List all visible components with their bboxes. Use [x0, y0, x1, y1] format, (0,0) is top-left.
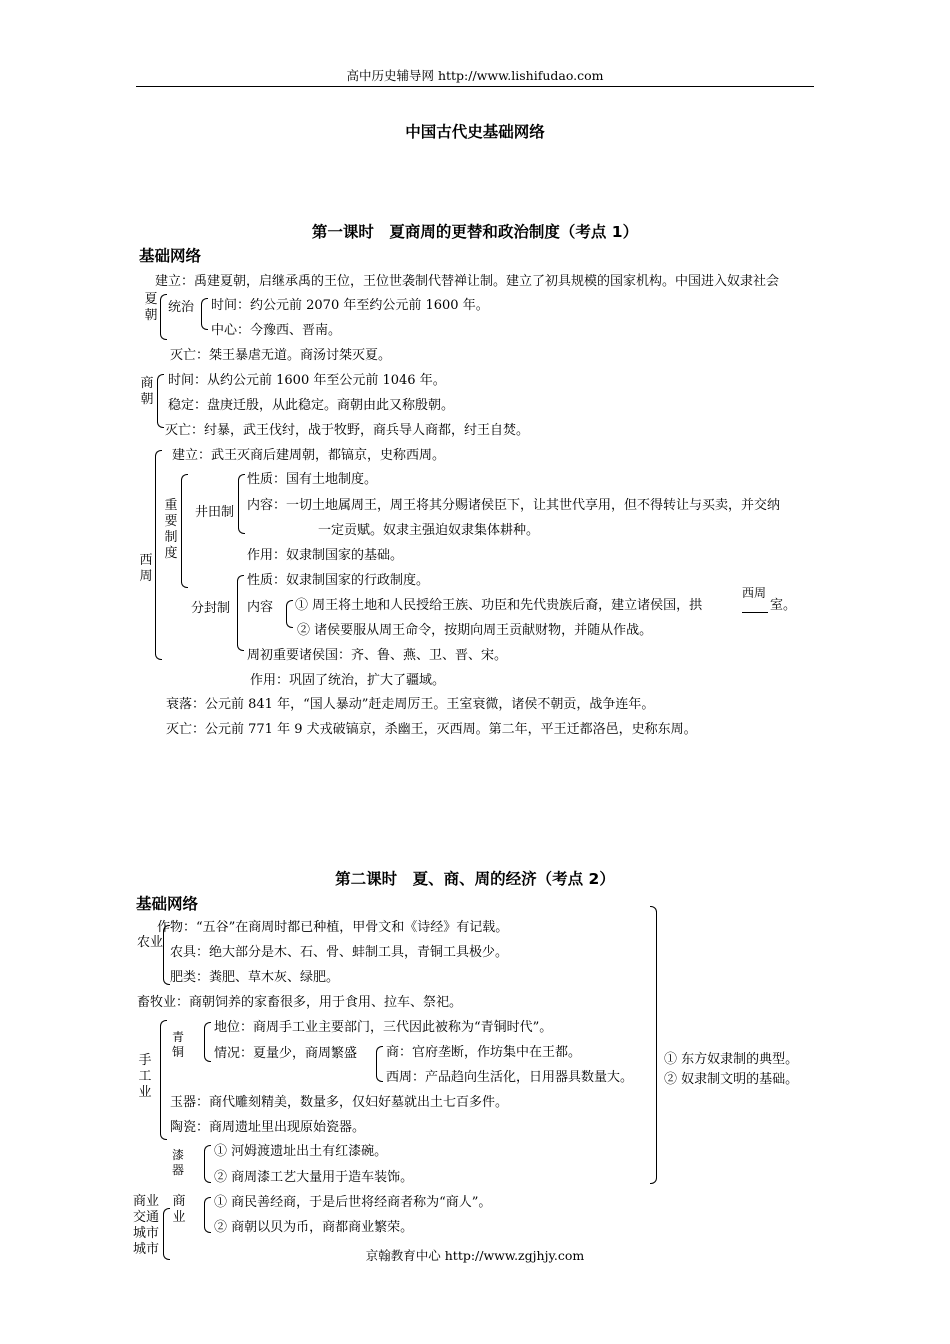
bronze-shang: 商：官府垄断，作坊集中在王都。 [386, 1045, 582, 1060]
xia-rule-brace [201, 298, 208, 330]
commerce-label: 商业 [172, 1194, 186, 1225]
fenfeng-content-line1: ① 周王将土地和人民授给王族、功臣和先代贵族后裔，建立诸侯国，拱 [295, 598, 703, 613]
commerce-item2: ② 商朝以贝为币，商都商业繁荣。 [214, 1220, 414, 1235]
summary-item1: ① 东方奴隶制的典型。 [664, 1052, 799, 1067]
jingtian-nature: 性质：国有土地制度。 [247, 472, 378, 487]
jingtian-content-line1: 内容：一切土地属周王，周王将其分赐诸侯臣下，让其世代享用，但不得转让与买卖，并交纳 [247, 498, 781, 513]
lacquer-item1: ① 河姆渡遗址出土有红漆碗。 [214, 1144, 388, 1159]
shang-label: 商朝 [140, 376, 154, 407]
xizhou-establish: 建立：武王灭商后建周朝，都镐京，史称西周。 [172, 448, 446, 463]
page-footer: 京翰教育中心 http://www.zgjhjy.com [365, 1248, 585, 1263]
commerce-group-label: 商业交通城市城市 [132, 1194, 159, 1257]
xizhou-brace [155, 450, 162, 660]
summary-item2: ② 奴隶制文明的基础。 [664, 1072, 799, 1087]
bronze-label: 青铜 [171, 1030, 184, 1059]
lacquer-label: 漆器 [171, 1148, 184, 1177]
xia-fall: 灭亡：桀王暴虐无道。商汤讨桀灭夏。 [170, 348, 392, 363]
fenfeng-content-line1-tail: 室。 [770, 598, 797, 613]
agriculture-label: 农业 [137, 935, 164, 950]
handicraft-label: 手工业 [138, 1053, 152, 1100]
page-header: 高中历史辅导网 http://www.lishifudao.com [346, 68, 604, 83]
xizhou-label: 西周 [139, 553, 153, 584]
bronze-situation-brace [376, 1046, 383, 1082]
fenfeng-nature: 性质：奴隶制国家的行政制度。 [247, 573, 430, 588]
agriculture-fertilizer: 肥类：粪肥、草木灰、绿肥。 [170, 970, 340, 985]
jingtian-content-line2: 一定贡赋。奴隶主强迫奴隶集体耕种。 [318, 523, 540, 538]
lacquer-brace [204, 1145, 211, 1183]
shang-stable: 稳定：盘庚迁殷，从此稳定。商朝由此又称殷朝。 [168, 398, 455, 413]
fenfeng-underline-blank [742, 598, 768, 613]
commerce-brace [204, 1197, 211, 1233]
xizhou-system-brace [181, 474, 188, 588]
xizhou-decline: 衰落：公元前 841 年，“国人暴动”赶走周厉王。王室衰微，诸侯不朝贡，战争连年。 [166, 697, 655, 712]
bronze-xizhou: 西周：产品趋向生活化，日用器具数量大。 [386, 1070, 634, 1085]
xia-label: 夏朝 [144, 292, 158, 323]
xia-establish: 建立：禹建夏朝，启继承禹的王位，王位世袭制代替禅让制。建立了初具规模的国家机构。中国进入奴隶社会 [155, 274, 780, 289]
shang-brace [157, 374, 164, 428]
fenfeng-content-brace [286, 600, 293, 628]
jingtian-label: 井田制 [195, 505, 235, 520]
fenfeng-content-line2: ② 诸侯要服从周王命令，按期向周王贡献财物，并随从作战。 [297, 623, 653, 638]
xia-brace [160, 294, 167, 340]
fenfeng-content-label: 内容 [247, 600, 274, 615]
commerce-item1: ① 商民善经商，于是后世将经商者称为“商人”。 [214, 1195, 492, 1210]
lacquer-item2: ② 商周漆工艺大量用于造车装饰。 [214, 1170, 414, 1185]
xizhou-fall: 灭亡：公元前 771 年 9 犬戎破镐京，杀幽王，灭西周。第二年，平王迁都洛邑，史称东周。 [166, 722, 697, 737]
bronze-brace [204, 1022, 211, 1062]
document-title: 中国古代史基础网络 [405, 123, 545, 141]
handicraft-jade: 玉器：商代雕刻精美，数量多，仅妇好墓就出土七百多件。 [170, 1095, 509, 1110]
xia-rule-label: 统治 [168, 300, 195, 315]
lesson2-title: 第二课时 夏、商、周的经济（考点 2） [335, 870, 615, 888]
fenfeng-states: 周初重要诸侯国：齐、鲁、燕、卫、晋、宋。 [247, 648, 508, 663]
fenfeng-label: 分封制 [191, 601, 231, 616]
shang-fall: 灭亡：纣暴，武王伐纣，战于牧野，商兵导人商都，纣王自焚。 [165, 423, 530, 438]
xia-time: 时间：约公元前 2070 年至约公元前 1600 年。 [211, 298, 489, 313]
shang-time: 时间：从约公元前 1600 年至公元前 1046 年。 [168, 373, 446, 388]
lesson1-subtitle: 基础网络 [139, 247, 202, 265]
bronze-situation: 情况：夏量少，商周繁盛 [214, 1046, 358, 1061]
xia-center: 中心：今豫西、晋南。 [211, 323, 342, 338]
handicraft-porcelain: 陶瓷：商周遗址里出现原始瓷器。 [170, 1120, 366, 1135]
animal-husbandry: 畜牧业：商朝饲养的家畜很多，用于食用、拉车、祭祀。 [137, 995, 463, 1010]
xizhou-system-label: 重要制度 [164, 498, 178, 561]
fenfeng-brace [237, 575, 244, 651]
fenfeng-effect: 作用：巩固了统治，扩大了疆域。 [250, 673, 446, 688]
lesson2-subtitle: 基础网络 [136, 895, 199, 913]
agriculture-crops: 作物：“五谷”在商周时都已种植，甲骨文和《诗经》有记载。 [157, 920, 509, 935]
fenfeng-note-above: 西周 [742, 586, 767, 600]
summary-brace [650, 906, 657, 1184]
bronze-status: 地位：商周手工业主要部门，三代因此被称为“青铜时代”。 [214, 1020, 553, 1035]
handicraft-brace [160, 1020, 167, 1140]
jingtian-brace [238, 474, 245, 534]
jingtian-effect: 作用：奴隶制国家的基础。 [247, 548, 404, 563]
header-rule [136, 86, 814, 87]
lesson1-title: 第一课时 夏商周的更替和政治制度（考点 1） [311, 223, 639, 241]
agriculture-tools: 农具：绝大部分是木、石、骨、蚌制工具，青铜工具极少。 [170, 945, 509, 960]
